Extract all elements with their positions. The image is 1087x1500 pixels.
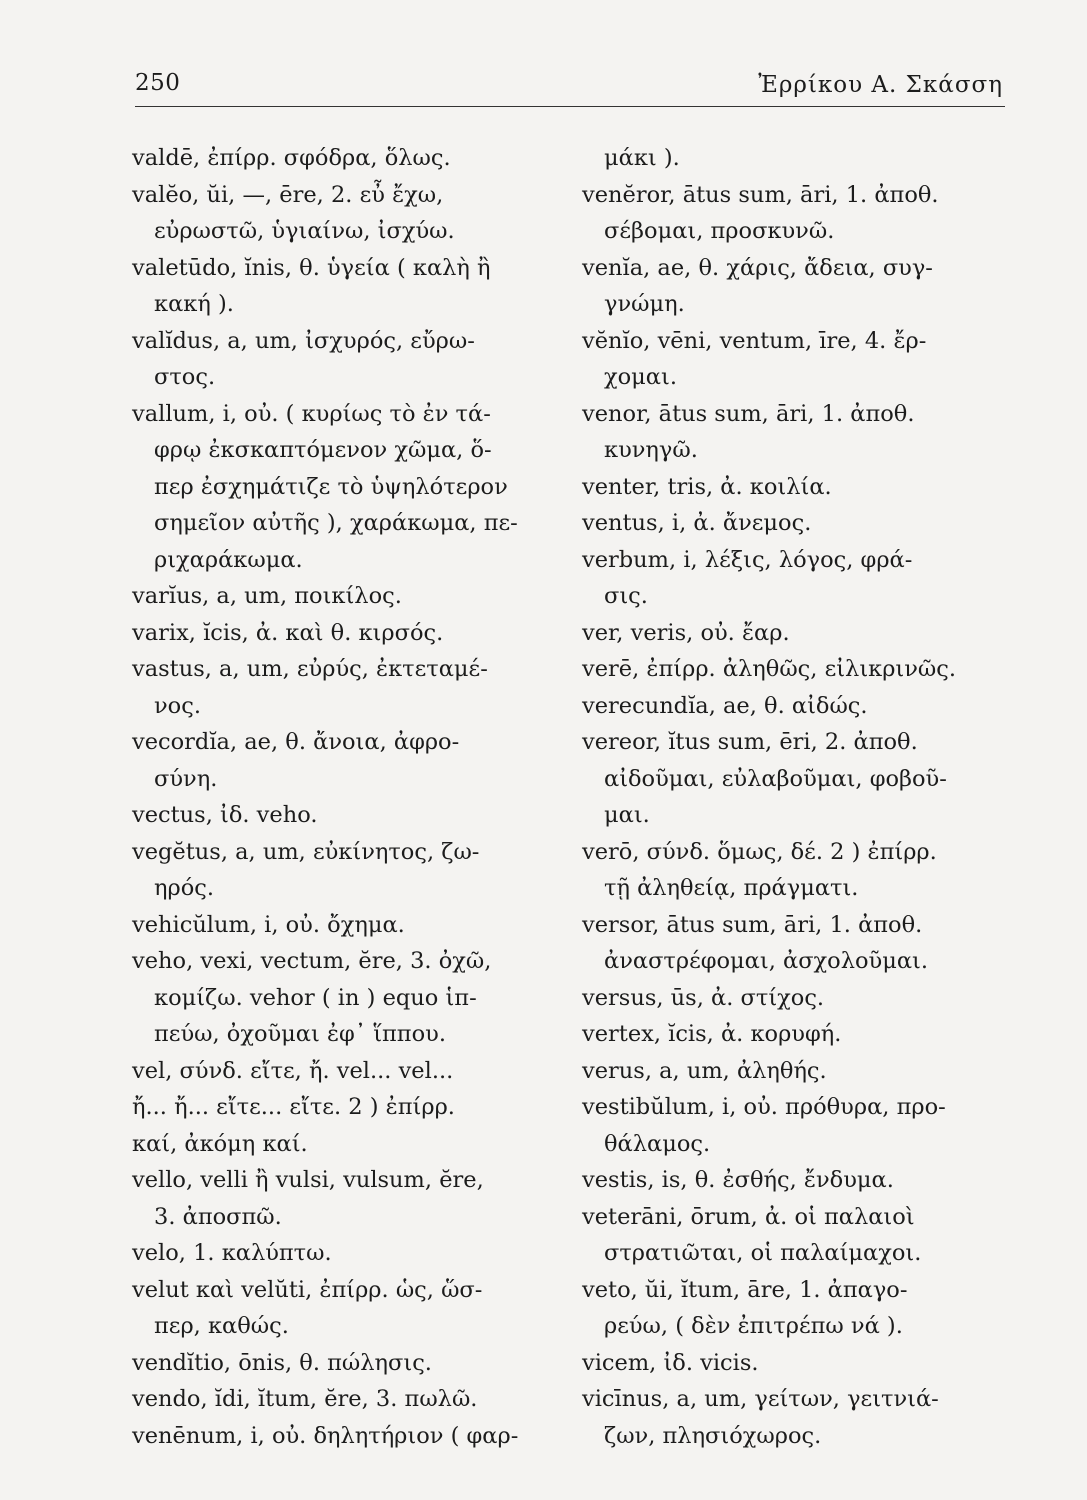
entry-line: versor, ātus sum, āri, 1. ἀποθ. bbox=[582, 911, 923, 938]
entry-line: veterāni, ōrum, ἀ. οἱ παλαιοὶ bbox=[582, 1203, 915, 1230]
right-column bbox=[582, 140, 1007, 1454]
entry-line: περ, καθώς. bbox=[154, 1313, 289, 1339]
entry-line: valĕo, ŭi, —, ēre, 2. εὖ ἔχω, bbox=[132, 181, 444, 208]
entry-line: verbum, i, λέξις, λόγος, φρά- bbox=[582, 546, 913, 573]
entry-line: valdē, ἐπίρρ. σφόδρα, ὅλως. bbox=[132, 145, 451, 171]
entry-line: venēnum, i, οὐ. δηλητήριον ( φαρ- bbox=[132, 1422, 519, 1449]
running-head: Ἐρρίκου Α. Σκάσση bbox=[758, 72, 1003, 98]
entry-line: verē, ἐπίρρ. ἀληθῶς, εἰλικρινῶς. bbox=[582, 656, 957, 682]
entry-line: vendĭtio, ōnis, θ. πώλησις. bbox=[132, 1349, 432, 1376]
entry-line: verecundĭa, ae, θ. αἰδώς. bbox=[582, 692, 868, 719]
entry-line: σημεῖον αὐτῆς ), χαράκωμα, πε- bbox=[154, 510, 518, 536]
entry-line: vastus, a, um, εὐρύς, ἐκτεταμέ- bbox=[132, 656, 488, 682]
entry-line: vehicŭlum, i, οὐ. ὄχημα. bbox=[132, 911, 405, 938]
entry-line: 3. ἀποσπῶ. bbox=[154, 1203, 282, 1230]
entry-line: vestibŭlum, i, οὐ. πρόθυρα, προ- bbox=[582, 1094, 946, 1120]
entry-line: σις. bbox=[604, 583, 648, 609]
entry-line: vendo, ĭdi, ĭtum, ĕre, 3. πωλῶ. bbox=[132, 1386, 478, 1412]
entry-line: vereor, ĭtus sum, ēri, 2. ἀποθ. bbox=[582, 729, 918, 755]
entry-line: ριχαράκωμα. bbox=[154, 546, 303, 573]
entry-line: μάκι ). bbox=[604, 145, 680, 171]
entry-line: σύνη. bbox=[154, 765, 218, 792]
entry-line: vicem, ἰδ. vicis. bbox=[582, 1349, 759, 1376]
entry-line: ἤ... ἤ... εἴτε... εἴτε. 2 ) ἐπίρρ. bbox=[132, 1094, 455, 1120]
entry-line: θάλαμος. bbox=[604, 1130, 711, 1157]
entry-line: varĭus, a, um, ποικίλος. bbox=[132, 583, 402, 609]
entry-line: κυνηγῶ. bbox=[604, 437, 698, 463]
entry-line: vectus, ἰδ. veho. bbox=[132, 802, 318, 828]
entry-line: στρατιῶται, οἱ παλαίμαχοι. bbox=[604, 1240, 922, 1266]
entry-line: ver, veris, οὐ. ἔαρ. bbox=[582, 619, 790, 646]
entry-line: αἰδοῦμαι, εὐλαβοῦμαι, φοβοῦ- bbox=[604, 765, 947, 792]
entry-line: vestis, is, θ. ἐσθής, ἔνδυμα. bbox=[582, 1167, 894, 1193]
entry-line: valetūdo, ĭnis, θ. ὑγεία ( καλὴ ἢ bbox=[132, 254, 491, 281]
entry-line: στος. bbox=[154, 364, 216, 390]
entry-line: vecordĭa, ae, θ. ἄνοια, ἀφρο- bbox=[132, 729, 460, 755]
entry-line: κομίζω. vehor ( in ) equo ἱπ- bbox=[154, 984, 477, 1011]
entry-line: versus, ūs, ἀ. στίχος. bbox=[582, 984, 825, 1011]
entry-line: velut καὶ velŭti, ἐπίρρ. ὡς, ὥσ- bbox=[132, 1276, 483, 1303]
entry-line: γνώμη. bbox=[604, 291, 685, 317]
entry-line: veho, vexi, vectum, ĕre, 3. ὀχῶ, bbox=[132, 948, 492, 974]
entry-line: νος. bbox=[154, 692, 201, 719]
entry-line: σέβομαι, προσκυνῶ. bbox=[604, 218, 835, 244]
entry-line: vegĕtus, a, um, εὐκίνητος, ζω- bbox=[132, 838, 480, 865]
entry-line: vĕnĭo, vēni, ventum, īre, 4. ἔρ- bbox=[582, 327, 927, 354]
entry-line: κακή ). bbox=[154, 291, 234, 317]
entry-line: venĕror, ātus sum, āri, 1. ἀποθ. bbox=[582, 181, 939, 208]
page-number: 250 bbox=[135, 70, 181, 96]
entry-line: καί, ἀκόμη καί. bbox=[132, 1130, 308, 1157]
entry-line: πεύω, ὀχοῦμαι ἐφ᾽ ἵππου. bbox=[154, 1021, 446, 1047]
entry-line: venĭa, ae, θ. χάρις, ἄδεια, συγ- bbox=[582, 254, 933, 281]
page-header bbox=[135, 64, 1005, 100]
entry-line: vertex, ĭcis, ἀ. κορυφή. bbox=[582, 1021, 842, 1047]
entry-line: vicīnus, a, um, γείτων, γειτνιά- bbox=[582, 1386, 939, 1412]
entry-line: vello, velli ἢ vulsi, vulsum, ĕre, bbox=[132, 1167, 484, 1193]
entry-line: ventus, i, ἀ. ἄνεμος. bbox=[582, 510, 812, 536]
entry-line: vel, σύνδ. εἴτε, ἤ. vel... vel... bbox=[132, 1057, 454, 1084]
left-column bbox=[132, 140, 562, 1454]
entry-line: ρεύω, ( δὲν ἐπιτρέπω νά ). bbox=[604, 1313, 903, 1339]
entry-line: φρῳ ἐκσκαπτόμενον χῶμα, ὅ- bbox=[154, 437, 492, 463]
entry-line: τῇ ἀληθείᾳ, πράγματι. bbox=[604, 875, 859, 901]
entry-line: ζων, πλησιόχωρος. bbox=[604, 1422, 822, 1449]
entry-line: verus, a, um, ἀληθής. bbox=[582, 1057, 827, 1084]
entry-line: velo, 1. καλύπτω. bbox=[132, 1240, 332, 1266]
entry-line: veto, ŭi, ĭtum, āre, 1. ἀπαγο- bbox=[582, 1276, 908, 1303]
entry-line: venor, ātus sum, āri, 1. ἀποθ. bbox=[582, 400, 915, 427]
entry-line: valĭdus, a, um, ἰσχυρός, εὔρω- bbox=[132, 327, 475, 354]
entry-line: ἀναστρέφομαι, ἀσχολοῦμαι. bbox=[604, 948, 929, 974]
header-rule bbox=[135, 106, 1005, 107]
entry-line: μαι. bbox=[604, 802, 650, 828]
entry-line: varix, ĭcis, ἀ. καὶ θ. κιρσός. bbox=[132, 619, 444, 646]
entry-line: verō, σύνδ. ὅμως, δέ. 2 ) ἐπίρρ. bbox=[582, 838, 937, 865]
entry-line: ηρός. bbox=[154, 875, 215, 901]
entry-line: venter, tris, ἀ. κοιλία. bbox=[582, 473, 832, 500]
entry-line: εὐρωστῶ, ὑγιαίνω, ἰσχύω. bbox=[154, 218, 455, 244]
entry-line: περ ἐσχημάτιζε τὸ ὑψηλότερον bbox=[154, 473, 508, 500]
entry-line: vallum, i, οὐ. ( κυρίως τὸ ἐν τά- bbox=[132, 400, 491, 427]
entry-line: χομαι. bbox=[604, 364, 677, 390]
